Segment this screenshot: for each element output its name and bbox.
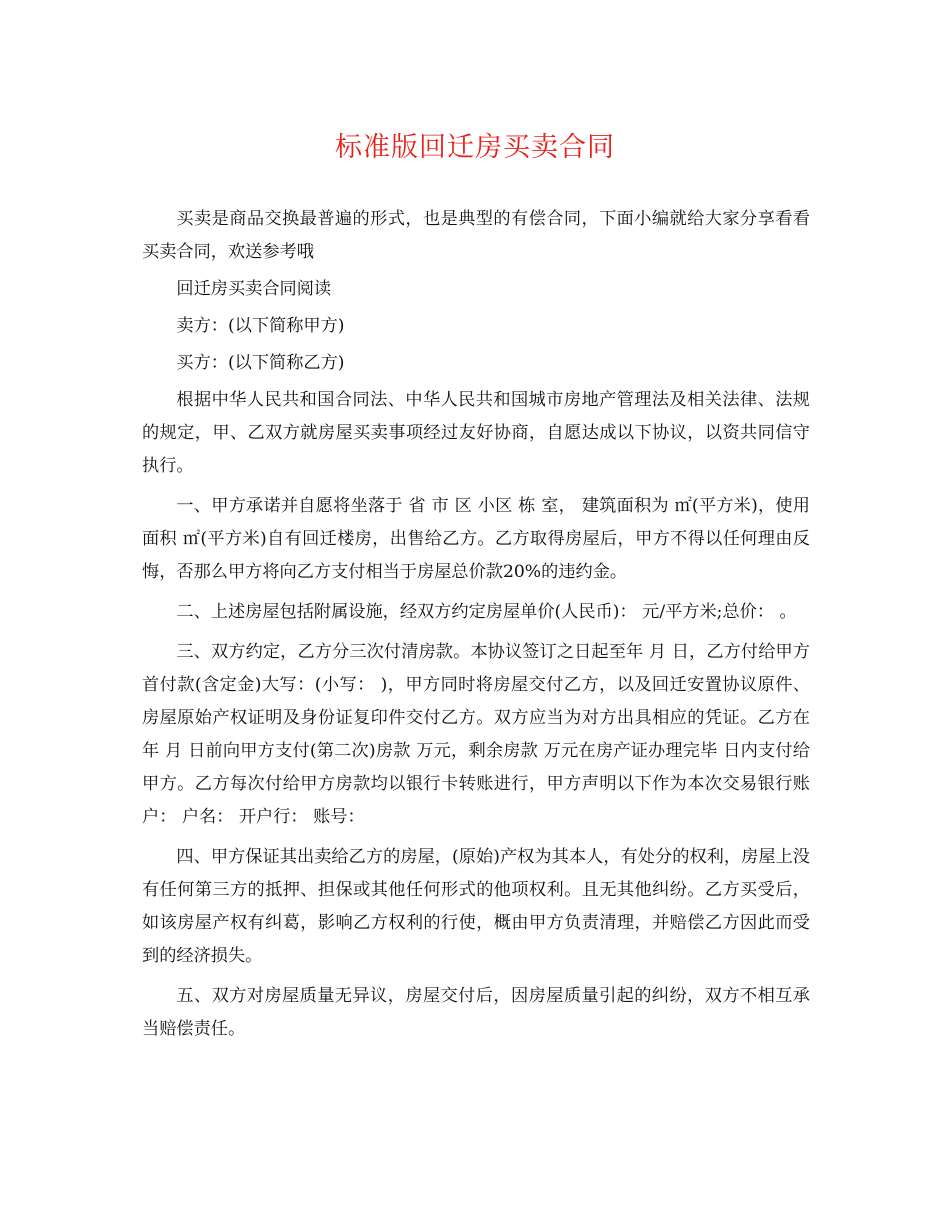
intro-paragraph: 买卖是商品交换最普遍的形式，也是典型的有偿合同，下面小编就给大家分享看看买卖合同，欢送参考哦: [142, 209, 810, 262]
section-heading: 回迁房买卖合同阅读: [176, 279, 332, 299]
clause-2: 二、上述房屋包括附属设施，经双方约定房屋单价(人民币)： 元/平方米;总价： 。: [176, 602, 797, 622]
clause-1: 一、甲方承诺并自愿将坐落于 省 市 区 小区 栋 室， 建筑面积为 ㎡(平方米)，使用面积 ㎡(平方米)自有回迁楼房，出售给乙方。乙方取得房屋后，甲方不得以任何理由反悔，否那么甲方将向乙方支付相当于房屋总价款20%的违约金。: [142, 496, 810, 582]
clause-5: 五、双方对房屋质量无异议，房屋交付后，因房屋质量引起的纠纷，双方不相互承当赔偿责任。: [142, 986, 810, 1039]
buyer-line: 买方：(以下简称乙方): [176, 353, 345, 373]
document-body: [142, 203, 810, 1046]
document-title: 标准版回迁房买卖合同: [335, 132, 615, 163]
legal-basis-paragraph: 根据中华人民共和国合同法、中华人民共和国城市房地产管理法及相关法律、法规的规定，甲、乙双方就房屋买卖事项经过友好协商，自愿达成以下协议，以资共同信守执行。: [142, 390, 810, 476]
clause-3: 三、双方约定，乙方分三次付清房款。本协议签订之日起至年 月 日，乙方付给甲方首付款(含定金)大写：(小写： )，甲方同时将房屋交付乙方，以及回迁安置协议原件、房屋原始产权证明及身份证复印件交付乙方。双方应当为对方出具相应的凭证。乙方在 年 月 日前向甲方支付(第二次)房款 万元，剩余房款 万元在房产证办理完毕 日内支付给甲方。乙方每次付给甲方房款均以银行卡转账进行，甲方声明以下作为本次交易银行账户： 户名： 开户行： 账号：: [142, 642, 810, 827]
seller-line: 卖方：(以下简称甲方): [176, 316, 345, 336]
clause-4: 四、甲方保证其出卖给乙方的房屋，(原始)产权为其本人，有处分的权利，房屋上没有任何第三方的抵押、担保或其他任何形式的他项权利。且无其他纠纷。乙方买受后，如该房屋产权有纠葛，影响乙方权利的行使，概由甲方负责清理，并赔偿乙方因此而受到的经济损失。: [142, 847, 810, 966]
